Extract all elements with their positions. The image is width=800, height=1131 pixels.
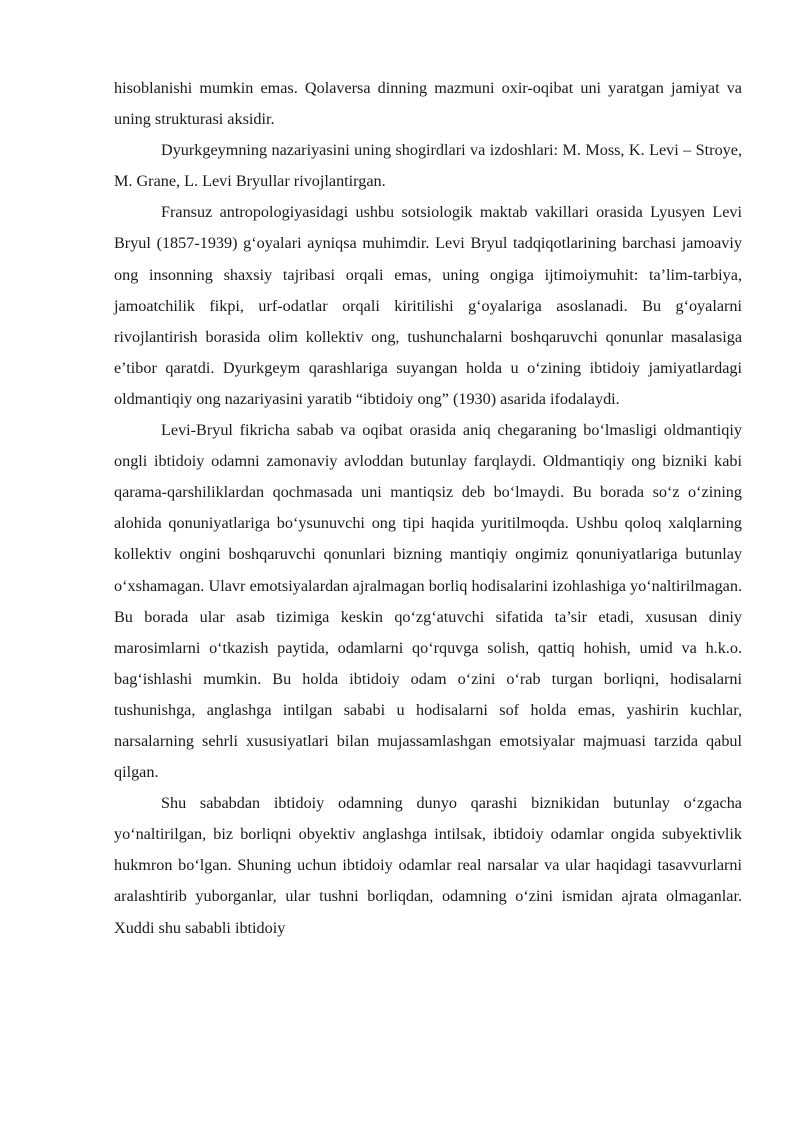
paragraph-1: hisoblanishi mumkin emas. Qolaversa dinning mazmuni oxir-oqibat uni yaratgan jamiyat va uning strukturasi aksidir. (114, 79, 742, 129)
paragraph-4: Levi-Bryul fikricha sabab va oqibat orasida aniq chegaraning bo‘lmasligi oldmantiqiy ongli ibtidoiy odamni zamonaviy avloddan butunlay farqlaydi. Oldmantiqiy ong bizniki kabi qarama-qarshiliklardan qochmasada uni mantiqsiz deb bo‘lmaydi. Bu borada so‘z o‘zining alohida qonuniyatlariga bo‘ysunuvchi ong tipi haqida yuritilmoqda. Ushbu qoloq xalqlarning kollektiv ongini boshqaruvchi qonunlari bizning mantiqiy ongimiz qonuniyatlariga butunlay o‘xshamagan. Ulavr emotsiyalardan ajralmagan borliq hodisalarini izohlashiga yo‘naltirilmagan. Bu borada ular asab tizimiga keskin qo‘zg‘atuvchi sifatida ta’sir etadi, xususan diniy marosimlarni o‘tkazish paytida, odamlarni qo‘rquvga solish, qattiq hohish, umid va h.k.o. bag‘ishlashi mumkin. Bu holda ibtidoiy odam o‘zini o‘rab turgan borliqni, hodisalarni tushunishga, anglashga intilgan sababi u hodisalarni sof holda emas, yashirin kuchlar, narsalarning sehrli xususiyatlari bilan mujassamlashgan emotsiyalar majmuasi tarzida qabul qilgan. (114, 421, 742, 782)
document-page (114, 73, 742, 944)
paragraph-3: Fransuz antropologiyasidagi ushbu sotsiologik maktab vakillari orasida Lyusyen Levi Bryul (1857-1939) g‘oyalari ayniqsa muhimdir. Levi Bryul tadqiqotlarining barchasi jamoaviy ong insonning shaxsiy tajribasi orqali emas, uning ongiga ijtimoiymuhit: ta’lim-tarbiya, jamoatchilik fikpi, urf-odatlar orqali kiritilishi g‘oyalariga asoslanadi. Bu g‘oyalarni rivojlantirish borasida olim kollektiv ong, tushunchalarni boshqaruvchi qonunlar masalasiga e’tibor qaratdi. Dyurkgeym qarashlariga suyangan holda u o‘zining ibtidoiy jamiyatlardagi oldmantiqiy ong nazariyasini yaratib “ibtidoiy ong” (1930) asarida ifodalaydi. (114, 203, 742, 408)
paragraph-5: Shu sababdan ibtidoiy odamning dunyo qarashi biznikidan butunlay o‘zgacha yo‘naltirilgan, biz borliqni obyektiv anglashga intilsak, ibtidoiy odamlar ongida subyektivlik hukmron bo‘lgan. Shuning uchun ibtidoiy odamlar real narsalar va ular haqidagi tasavvurlarni aralashtirib yuborganlar, ular tushni borliqdan, odamning o‘zini ismidan ajrata olmaganlar. Xuddi shu sababli ibtidoiy (114, 794, 742, 937)
paragraph-2: Dyurkgeymning nazariyasini uning shogirdlari va izdoshlari: M. Moss, K. Levi – Stroye, M. Grane, L. Levi Bryullar rivojlantirgan. (114, 141, 742, 191)
